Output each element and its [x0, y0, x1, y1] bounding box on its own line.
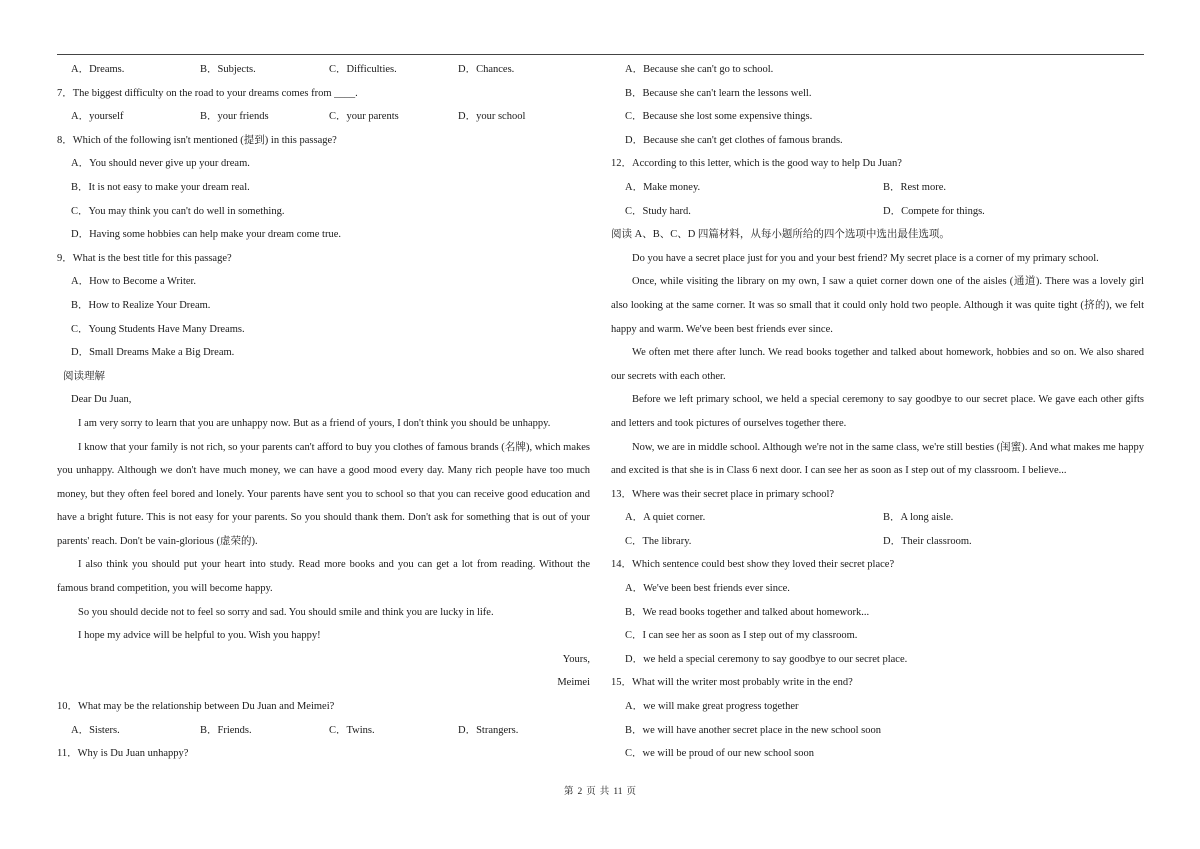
passage-paragraph: Now, we are in middle school. Although we're not in the same class, we're still besties (闺蜜). And what makes me happy and excited is that she is in Class 6 next door. I can see her as soon as I step out of my classroom. I believe... [611, 441, 1144, 477]
option: D．Small Dreams Make a Big Dream. [71, 347, 235, 359]
option: D．your school [458, 111, 526, 123]
letter-paragraph: So you should decide not to feel so sorry and sad. You should smile and think you are lucky in life. [78, 606, 494, 618]
option: C．You may think you can't do well in something. [71, 205, 285, 217]
option: A．we will make great progress together [625, 701, 799, 713]
option: B．It is not easy to make your dream real. [71, 181, 250, 193]
letter-paragraph: I am very sorry to learn that you are unhappy now. But as a friend of yours, I don't think you should be unhappy. [78, 417, 551, 429]
option: A．A quiet corner. [625, 512, 706, 524]
question-11: 11．Why is Du Juan unhappy? [57, 748, 189, 760]
letter-paragraph: I also think you should put your heart into study. Read more books and you can get a lot from reading. Without the famous brand competition, you will become happy. [57, 559, 590, 595]
option: B．your friends [200, 111, 269, 123]
option: D．Compete for things. [883, 205, 985, 217]
option: B．Because she can't learn the lessons well. [625, 87, 812, 99]
top-rule [57, 54, 1144, 55]
option: A．Make money. [625, 181, 701, 193]
right-column [611, 58, 1144, 766]
option: A．Dreams. [71, 64, 125, 75]
passage-paragraph: Once, while visiting the library on my own, I saw a quiet corner down one of the aisles (通道). There was a lovely girl also looking at the same corner. It was so small that it could only hold two people. Although it was quite tight (挤的), we felt happy and warm. We've been best friends ever since. [611, 276, 1144, 335]
passage-paragraph: Do you have a secret place just for you and your best friend? My secret place is a corner of my primary school. [632, 252, 1099, 264]
option: C．Because she lost some expensive things. [625, 111, 813, 123]
option: C．Young Students Have Many Dreams. [71, 323, 245, 335]
option: D．Chances. [458, 64, 515, 75]
option: B．How to Realize Your Dream. [71, 299, 211, 311]
letter-signature: Meimei [557, 677, 590, 689]
option: D．Having some hobbies can help make your dream come true. [71, 229, 342, 241]
q6-options [57, 58, 590, 82]
option: D．Because she can't get clothes of famous brands. [625, 134, 843, 146]
passage-paragraph: We often met there after lunch. We read books together and talked about homework, hobbies and so on. We also shared our secrets with each other. [611, 347, 1144, 382]
section-title: 阅读理解 [63, 370, 105, 382]
question-10: 10．What may be the relationship between Du Juan and Meimei? [57, 701, 335, 713]
question-7: 7．The biggest difficulty on the road to your dreams comes from ____. [57, 87, 358, 99]
page-unit: 页 [586, 787, 596, 797]
q13-options-row [611, 530, 1144, 554]
option: D．Their classroom. [883, 535, 972, 547]
page-number: 2 [577, 787, 583, 797]
option: A．How to Become a Writer. [71, 276, 197, 288]
option: A．We've been best friends ever since. [625, 583, 790, 595]
option: B．We read books together and talked about homework... [625, 606, 870, 618]
option: A．Sisters. [71, 724, 120, 736]
q12-options-row [611, 176, 1144, 200]
option: A．You should never give up your dream. [71, 158, 250, 170]
option: C．your parents [329, 111, 399, 123]
page-footer [0, 783, 1200, 797]
question-14: 14．Which sentence could best show they loved their secret place? [611, 559, 895, 571]
option: C．Twins. [329, 724, 375, 736]
q12-options-row [611, 200, 1144, 224]
option: B．Rest more. [883, 181, 946, 193]
option: D．Strangers. [458, 724, 519, 736]
q13-options-row [611, 506, 1144, 530]
q10-options [57, 719, 590, 743]
passage-paragraph: Before we left primary school, we held a special ceremony to say goodbye to our secret place. We gave each other gifts and letters and took pictures of ourselves together there. [611, 394, 1144, 429]
option: B．Subjects. [200, 64, 256, 75]
option: C．Study hard. [625, 205, 691, 217]
option: B．Friends. [200, 724, 252, 736]
letter-closing: Yours, [562, 653, 590, 665]
option: C．I can see her as soon as I step out of my classroom. [625, 630, 858, 642]
total-label: 共 [599, 787, 610, 797]
option: C．Difficulties. [329, 64, 397, 75]
question-15: 15．What will the writer most probably write in the end? [611, 677, 853, 689]
option: D．we held a special ceremony to say goodbye to our secret place. [625, 653, 908, 665]
option: B．A long aisle. [883, 512, 954, 524]
total-unit: 页 [626, 787, 636, 797]
letter-greeting: Dear Du Juan, [71, 394, 132, 406]
question-13: 13．Where was their secret place in primary school? [611, 488, 835, 500]
option: A．Because she can't go to school. [625, 64, 774, 75]
total-pages: 11 [613, 787, 623, 797]
option: C．The library. [625, 535, 692, 547]
option: C．we will be proud of our new school soon [625, 748, 814, 760]
left-column [57, 58, 590, 766]
option: A．yourself [71, 111, 124, 123]
page-label: 第 [564, 787, 574, 797]
question-8: 8．Which of the following isn't mentioned (提到) in this passage? [57, 134, 337, 146]
letter-paragraph: I know that your family is not rich, so your parents can't afford to buy you clothes of famous brands (名牌), which makes you unhappy. Although we don't have much money, we can have a good mood every day. Many rich people have too much money, but they often feel bored and lonely. Your parents have sent you to school so that you can receive good education and have a bright future. This is not easy for your parents. So you should thank them. Don't ask for something that is out of your parents' reach. Don't be vain-glorious (虚荣的). [57, 441, 590, 547]
option: B．we will have another secret place in the new school soon [625, 724, 882, 736]
letter-paragraph: I hope my advice will be helpful to you. Wish you happy! [78, 630, 321, 642]
q7-options [57, 105, 590, 129]
question-9: 9．What is the best title for this passage? [57, 252, 232, 264]
question-12: 12．According to this letter, which is the good way to help Du Juan? [611, 158, 902, 170]
reading-instruction: 阅读 A、B、C、D 四篇材料，从每小题所给的四个选项中选出最佳选项。 [611, 229, 950, 241]
